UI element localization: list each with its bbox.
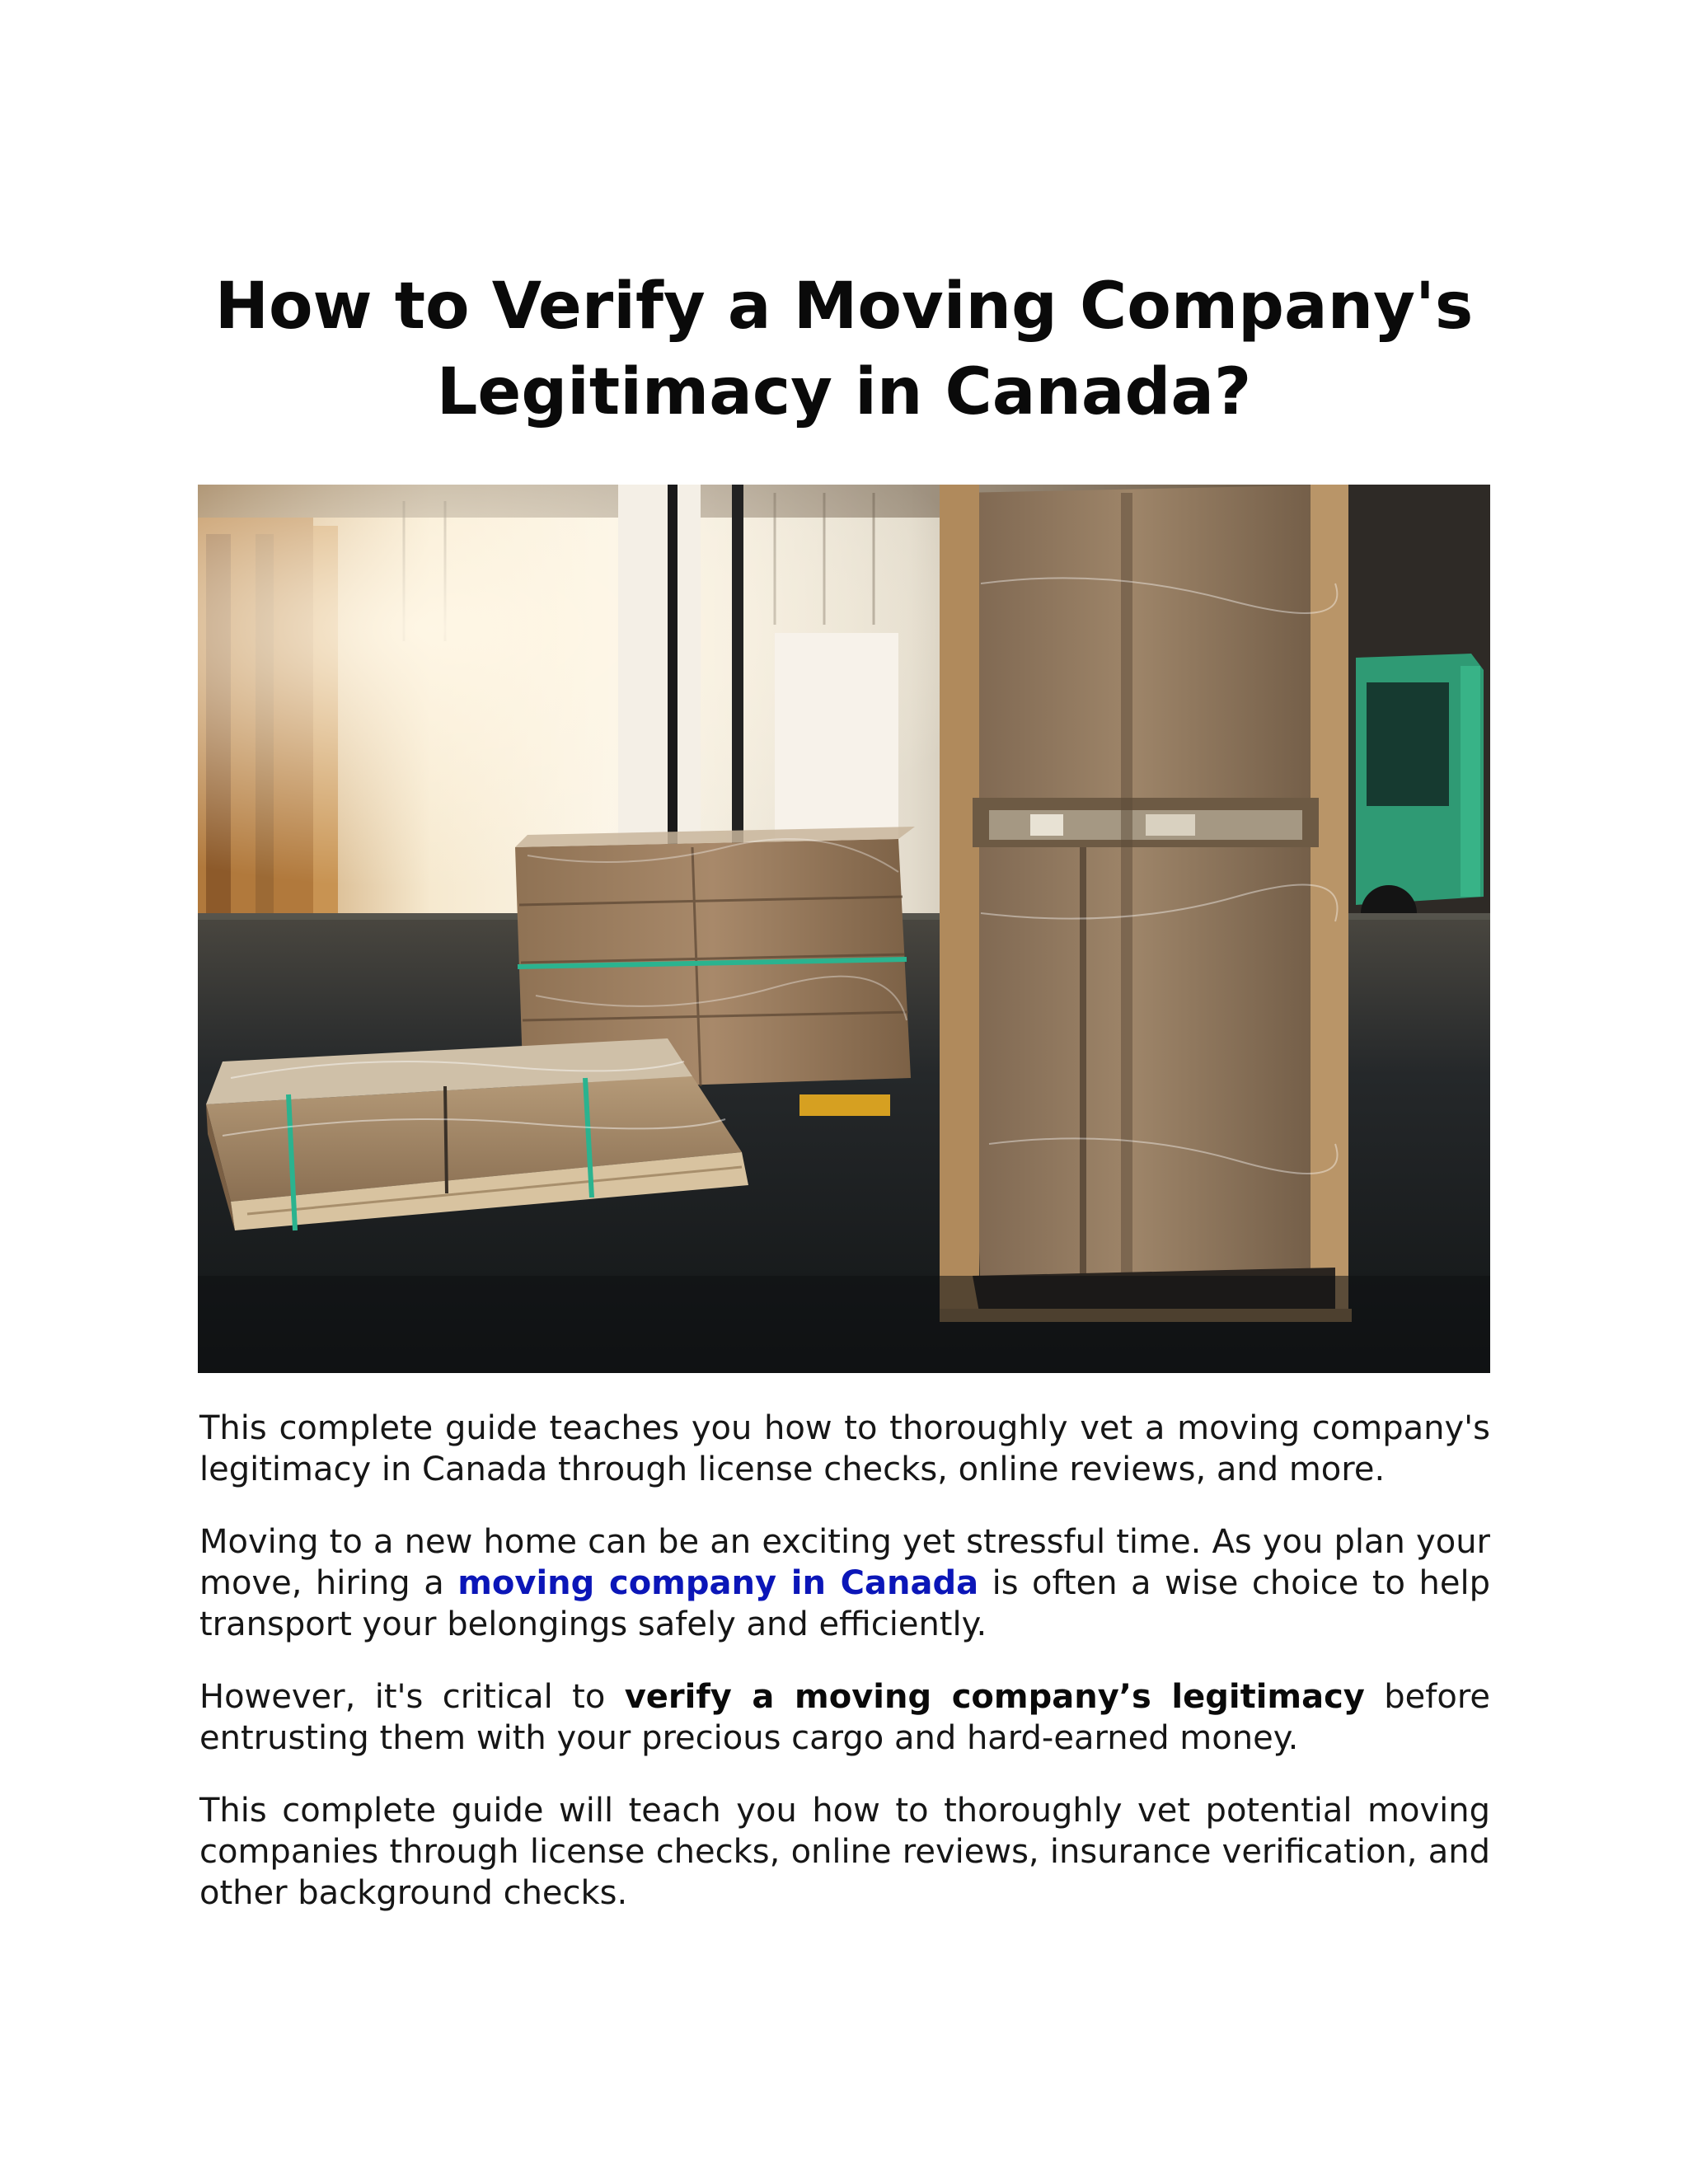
moving-paragraph-text-2: is often a wise choice to help transport your belongings safely and efficiently. — [199, 1564, 1490, 1643]
title-line-1: How to Verify a Moving Company's — [214, 269, 1474, 344]
verify-paragraph — [199, 1676, 1490, 1759]
title-line-2: Legitimacy in Canada? — [436, 355, 1252, 429]
moving-company-link[interactable]: moving company in Canada — [457, 1564, 979, 1602]
moving-paragraph-text-1: Moving to a new home can be an exciting yet stressful time. As you plan your move, hiring a — [199, 1523, 1490, 1602]
moving-paragraph — [199, 1521, 1490, 1645]
hero-image — [198, 485, 1490, 1373]
verify-paragraph-text-2: before entrusting them with your precious cargo and hard-earned money. — [199, 1678, 1490, 1757]
guide-paragraph: This complete guide will teach you how to thoroughly vet potential moving companies through license checks, online reviews, insurance verification, and other background checks. — [199, 1792, 1490, 1912]
intro-paragraph: This complete guide teaches you how to thoroughly vet a moving company's legitimacy in Canada through license checks, online reviews, and more. — [199, 1409, 1490, 1488]
verify-emphasis: verify a moving company’s legitimacy — [624, 1678, 1365, 1716]
page-title — [165, 264, 1523, 435]
verify-paragraph-text-1: However, it's critical to — [199, 1678, 625, 1716]
